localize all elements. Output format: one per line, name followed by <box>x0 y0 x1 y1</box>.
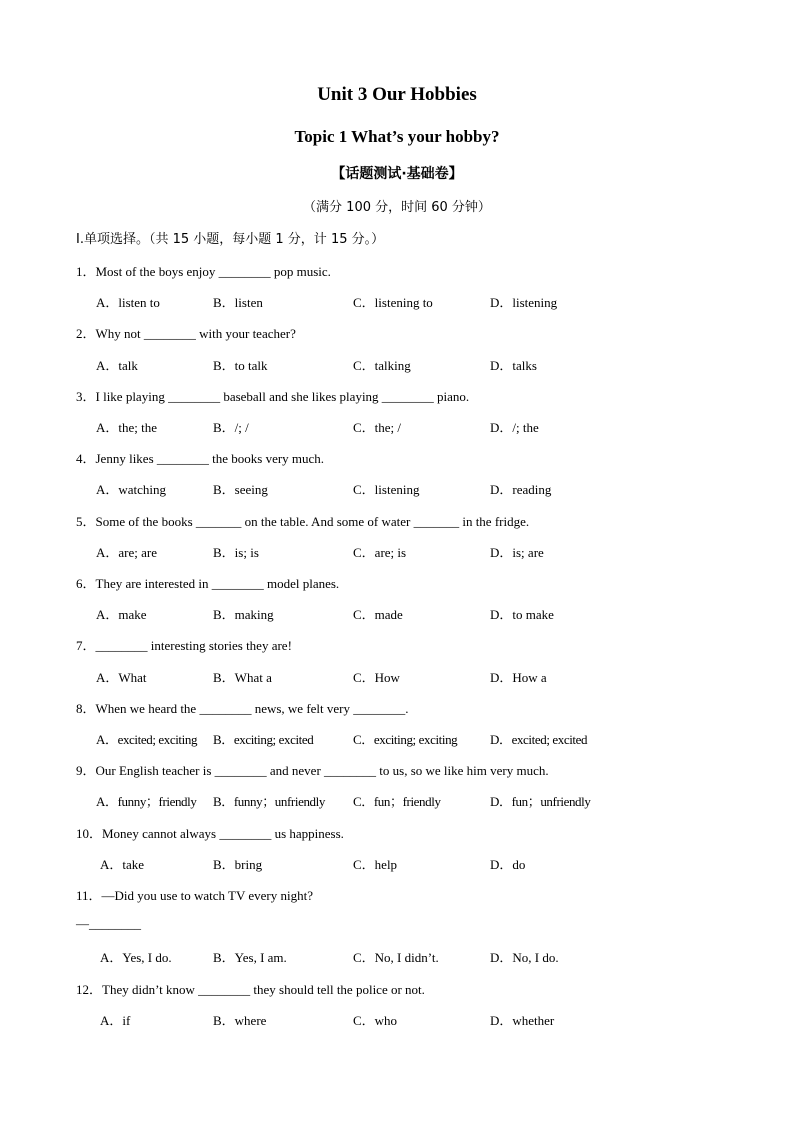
question-text: 3．I like playing ________ baseball and she likes playing ________ piano. <box>76 389 470 404</box>
option-a: A．What <box>96 670 147 685</box>
question-text: 9．Our English teacher is ________ and never ________ to us, so we like him very much. <box>76 763 549 778</box>
option-d: D．to make <box>490 607 554 622</box>
option-b: B．listen <box>213 295 263 310</box>
option-a: A．make <box>96 607 147 622</box>
option-c: C．talking <box>353 358 411 373</box>
option-d: D．No, I do. <box>490 950 559 965</box>
option-a: A．the; the <box>96 420 158 435</box>
option-d: D．excited; excited <box>490 732 588 747</box>
option-d: D．reading <box>490 482 552 497</box>
option-c: C．fun；friendly <box>353 794 441 809</box>
section-heading: I.单项选择。（共 15 小题，每小题 1 分，计 15 分。） <box>76 232 385 247</box>
option-c: C．How <box>353 670 400 685</box>
option-d: D．/; the <box>490 420 539 435</box>
option-b: B．Yes, I am. <box>213 950 287 965</box>
question-text: 10．Money cannot always ________ us happiness. <box>76 826 344 841</box>
option-a: A．if <box>100 1013 131 1028</box>
option-b: B．funny；unfriendly <box>213 794 325 809</box>
option-c: C．listening to <box>353 295 433 310</box>
option-b: B．/; / <box>213 420 249 435</box>
option-c: C．the; / <box>353 420 402 435</box>
option-b: B．bring <box>213 857 263 872</box>
answer-line: —________ <box>76 916 141 931</box>
option-b: B．to talk <box>213 358 268 373</box>
page-subtitle: Topic 1 What’s your hobby? <box>294 127 500 146</box>
option-c: C．who <box>353 1013 398 1028</box>
option-c: C．exciting; exciting <box>353 732 458 747</box>
option-d: D．How a <box>490 670 547 685</box>
option-d: D．listening <box>490 295 558 310</box>
option-b: B．What a <box>213 670 272 685</box>
option-a: A．are; are <box>96 545 157 560</box>
question-text: 4．Jenny likes ________ the books very much. <box>76 451 325 466</box>
question-text: 11．—Did you use to watch TV every night? <box>76 888 313 903</box>
option-a: A．listen to <box>96 295 160 310</box>
option-d: D．talks <box>490 358 537 373</box>
option-c: C．listening <box>353 482 420 497</box>
option-a: A．talk <box>96 358 138 373</box>
question-text: 12．They didn’t know ________ they should tell the police or not. <box>76 982 425 997</box>
score-note: （满分 100 分，时间 60 分钟） <box>303 200 491 215</box>
option-a: A．funny；friendly <box>96 794 197 809</box>
test-type-tag: 【话题测试·基础卷】 <box>331 166 463 182</box>
option-a: A．take <box>100 857 145 872</box>
question-text: 1．Most of the boys enjoy ________ pop music. <box>76 264 331 279</box>
option-b: B．where <box>213 1013 267 1028</box>
option-b: B．seeing <box>213 482 268 497</box>
option-a: A．watching <box>96 482 167 497</box>
option-c: C．help <box>353 857 398 872</box>
option-b: B．is; is <box>213 545 259 560</box>
option-b: B．exciting; excited <box>213 732 314 747</box>
option-a: A．Yes, I do. <box>100 950 172 965</box>
question-text: 7．________ interesting stories they are! <box>76 638 292 653</box>
option-d: D．fun；unfriendly <box>490 794 591 809</box>
option-d: D．whether <box>490 1013 555 1028</box>
option-c: C．No, I didn’t. <box>353 950 439 965</box>
option-c: C．are; is <box>353 545 407 560</box>
option-a: A．excited; exciting <box>96 732 198 747</box>
option-c: C．made <box>353 607 403 622</box>
page-title: Unit 3 Our Hobbies <box>317 84 477 105</box>
question-text: 6．They are interested in ________ model planes. <box>76 576 340 591</box>
question-text: 5．Some of the books _______ on the table. And some of water _______ in the fridge. <box>76 514 530 529</box>
option-d: D．is; are <box>490 545 544 560</box>
question-text: 2．Why not ________ with your teacher? <box>76 326 296 341</box>
option-b: B．making <box>213 607 274 622</box>
question-text: 8．When we heard the ________ news, we felt very ________. <box>76 701 409 716</box>
option-d: D．do <box>490 857 526 872</box>
